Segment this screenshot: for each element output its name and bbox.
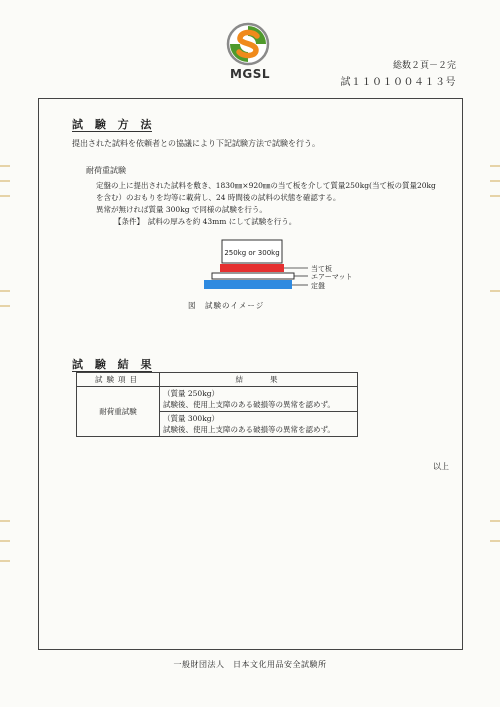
results-table	[76, 372, 358, 437]
result-text: 試験後、使用上支障のある破損等の異常を認めず。	[163, 400, 335, 409]
edge-mark	[490, 540, 500, 542]
figure-caption: 図 試験のイメージ	[188, 301, 265, 310]
result-mass: （質量 250kg）	[163, 389, 220, 398]
test-item-cell: 耐荷重試験	[77, 387, 160, 437]
weight-label: 250kg or 300kg	[224, 249, 280, 257]
edge-mark	[0, 290, 10, 292]
edge-mark	[0, 305, 10, 307]
test-number: 試１１０１００４１３号	[340, 77, 456, 88]
test-condition: 【条件】 試料の厚みを約 43mm にして試験を行う。	[114, 217, 297, 226]
edge-mark	[0, 165, 10, 167]
method-intro: 提出された試料を依頼者との協議により下記試験方法で試験を行う。	[72, 139, 320, 148]
label-base: 定盤	[311, 282, 325, 290]
brand-name: MGSL	[229, 67, 271, 81]
method-title: 試 験 方 法	[72, 118, 156, 131]
test-figure	[190, 238, 390, 296]
result-text: 試験後、使用上支障のある破損等の異常を認めず。	[163, 425, 335, 434]
footer-organization: 一般財団法人 日本文化用品安全試験所	[173, 660, 327, 669]
edge-mark	[0, 195, 10, 197]
header-item: 試験項目	[77, 373, 160, 387]
table-row	[77, 387, 358, 412]
edge-mark	[490, 180, 500, 182]
result-cell	[160, 387, 358, 412]
edge-mark	[490, 520, 500, 522]
table-header-row	[77, 373, 358, 387]
edge-mark	[0, 560, 10, 562]
edge-mark	[490, 165, 500, 167]
mgsl-logo-icon	[226, 22, 270, 66]
air-mat	[212, 273, 294, 279]
edge-mark	[490, 195, 500, 197]
desc-line: 異常が無ければ質量 300kg で同様の試験を行う。	[96, 205, 267, 214]
edge-mark	[0, 180, 10, 182]
header-result: 結 果	[160, 373, 358, 387]
end-mark: 以上	[433, 462, 449, 471]
result-cell	[160, 412, 358, 437]
label-mat: エアーマット	[311, 273, 353, 281]
results-title: 試 験 結 果	[72, 358, 156, 371]
board-plate	[220, 264, 284, 272]
title-underline	[72, 131, 152, 132]
desc-line: 定盤の上に提出された試料を敷き、1830㎜×920㎜の当て板を介して質量250kg(当て板の質量20kg	[96, 181, 436, 190]
result-mass: （質量 300kg）	[163, 414, 220, 423]
method-description	[96, 180, 456, 204]
edge-mark	[490, 290, 500, 292]
edge-mark	[0, 520, 10, 522]
edge-mark	[0, 540, 10, 542]
page-count: 総数２頁－２完	[392, 61, 456, 71]
desc-line: を含む）のおもりを均等に載荷し、24 時間後の試料の状態を確認する。	[96, 193, 341, 202]
test-sub-heading: 耐荷重試験	[86, 166, 126, 175]
label-board: 当て板	[311, 265, 332, 273]
base-plate	[204, 280, 292, 289]
